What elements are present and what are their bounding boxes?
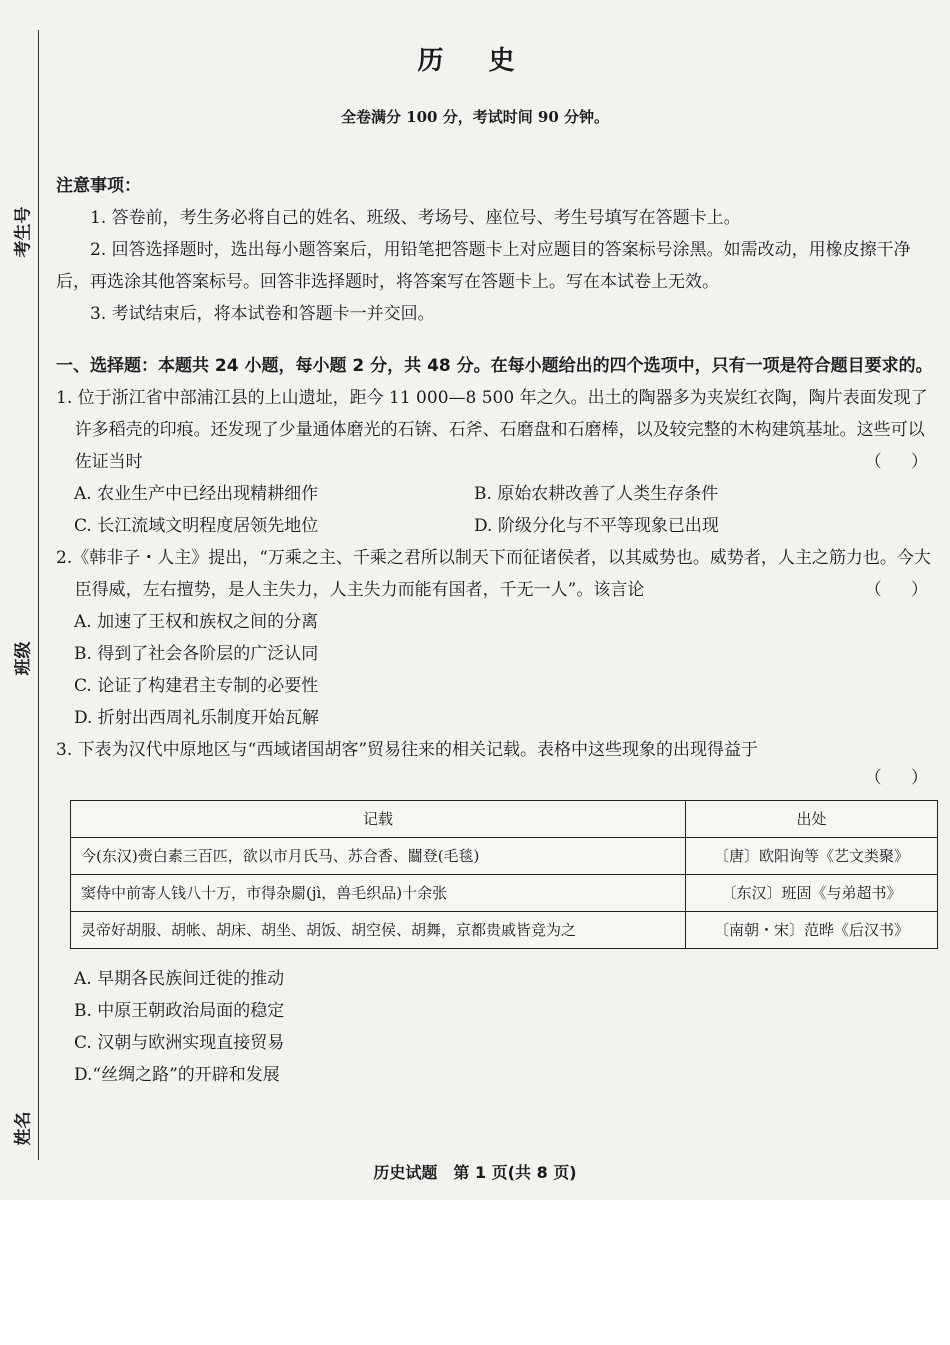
column-header: 记载 [71,801,686,838]
source-cell: 〔唐〕欧阳询等《艺文类聚》 [686,838,938,875]
table-row [71,875,938,912]
table-row [71,838,938,875]
answer-bracket: （ ） [864,580,940,600]
records-table [70,800,938,949]
exam-info: 全卷满分 100 分，考试时间 90 分钟。 [340,108,610,126]
exam-number-label: 考生号 [13,206,34,258]
answer-bracket: （ ） [864,768,940,788]
option-d: D. 折射出西周礼乐制度开始瓦解 [74,708,319,728]
question-1 [56,382,940,542]
question-stem: 3. 下表为汉代中原地区与“西域诸国胡客”贸易往来的相关记载。表格中这些现象的出现得益于 [56,740,759,760]
option-b: B. 得到了社会各阶层的广泛认同 [74,644,319,664]
section-heading: 一、选择题：本题共 24 小题，每小题 2 分，共 48 分。在每小题给出的四个选项中，只有一项是符合题目要求的。 [56,356,933,376]
source-cell: 〔东汉〕班固《与弟超书》 [686,875,938,912]
record-cell: 今(东汉)赍白素三百匹，欲以市月氏马、苏合香、闒登(毛毯) [71,838,686,875]
question-stem: 1. 位于浙江省中部浦江县的上山遗址，距今 11 000—8 500 年之久。出土的陶器多为夹炭红衣陶，陶片表面发现了许多稻壳的印痕。还发现了少量通体磨光的石锛、石斧、石磨盘和石磨棒，以及较完整的木构建筑基址。这些可以佐证当时 [56,388,928,472]
page-footer: 历史试题 第 1 页(共 8 页) [373,1163,577,1182]
option-d: D. 阶级分化与不平等现象已出现 [474,516,719,536]
answer-bracket: （ ） [864,452,940,472]
page-title: 历 史 [417,46,533,76]
class-label: 班级 [13,641,34,676]
name-label: 姓名 [13,1111,34,1146]
option-c: C. 汉朝与欧洲实现直接贸易 [74,1033,285,1053]
option-a: A. 农业生产中已经出现精耕细作 [74,484,319,504]
binding-line [38,30,39,1160]
record-cell: 灵帝好胡服、胡帐、胡床、胡坐、胡饭、胡空侯、胡舞，京都贵戚皆竞为之 [71,912,686,949]
table-header-row [71,801,938,838]
question-3 [56,734,940,1091]
table-row [71,912,938,949]
option-d: D.“丝绸之路”的开辟和发展 [74,1065,280,1085]
record-cell: 窦侍中前寄人钱八十万，市得杂罽(jì，兽毛织品)十余张 [71,875,686,912]
option-a: A. 早期各民族间迁徙的推动 [74,969,285,989]
exam-content [56,170,940,1091]
question-2 [56,542,940,734]
option-c: C. 长江流域文明程度居领先地位 [74,516,319,536]
notes-heading: 注意事项： [56,176,141,196]
option-list [56,478,940,542]
source-cell: 〔南朝・宋〕范晔《后汉书》 [686,912,938,949]
note-item: 1. 答卷前，考生务必将自己的姓名、班级、考场号、座位号、考生号填写在答题卡上。 [90,208,741,228]
column-header: 出处 [686,801,938,838]
option-c: C. 论证了构建君主专制的必要性 [74,676,319,696]
note-item: 2. 回答选择题时，选出每小题答案后，用铅笔把答题卡上对应题目的答案标号涂黑。如需改动，用橡皮擦干净后，再选涂其他答案标号。回答非选择题时，将答案写在答题卡上。写在本试卷上无效。 [56,240,911,292]
question-stem: 2.《韩非子・人主》提出，“万乘之主、千乘之君所以制天下而征诸侯者，以其威势也。威势者，人主之筋力也。今大臣得威，左右擅势，是人主失力，人主失力而能有国者，千无一人”。该言论 [56,548,931,600]
option-b: B. 原始农耕改善了人类生存条件 [474,484,719,504]
option-a: A. 加速了王权和族权之间的分离 [74,612,319,632]
note-item: 3. 考试结束后，将本试卷和答题卡一并交回。 [90,304,435,324]
option-b: B. 中原王朝政治局面的稳定 [74,1001,285,1021]
